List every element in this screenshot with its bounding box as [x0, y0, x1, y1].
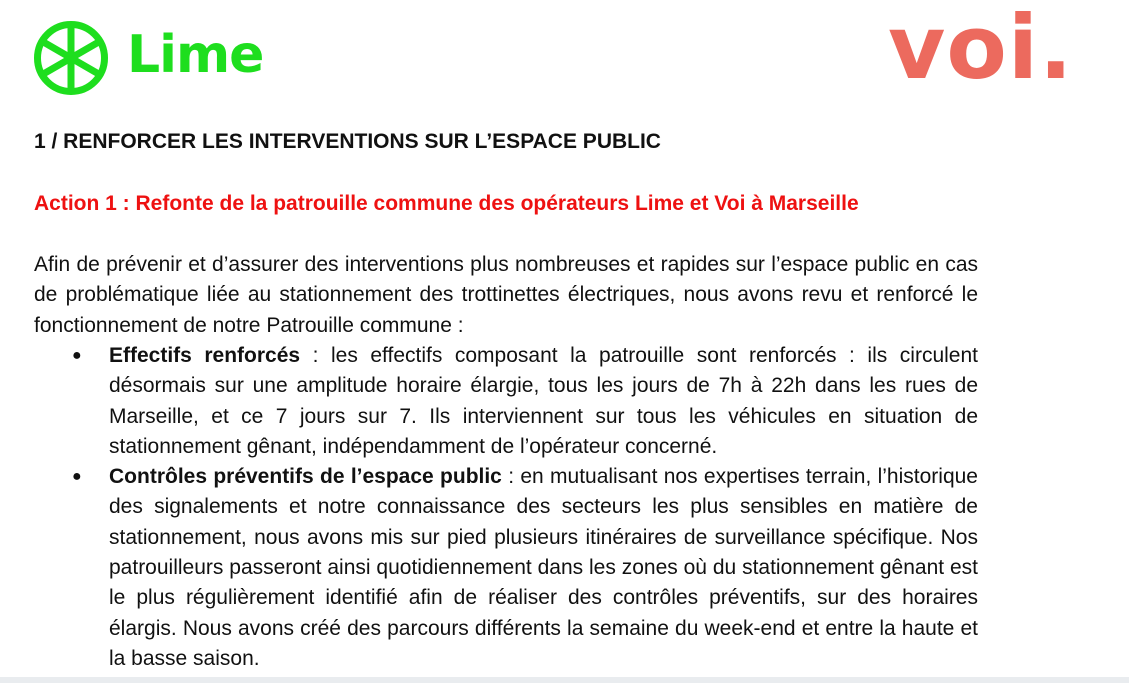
- lime-wordmark: Lime: [127, 25, 264, 85]
- list-item: [34, 341, 978, 462]
- bullet-term: Effectifs renforcés: [109, 344, 301, 367]
- action-title: Action 1 : Refonte de la patrouille commune des opérateurs Lime et Voi à Marseille: [34, 192, 859, 215]
- bullet-text: : en mutualisant nos expertises terrain, l’historique des signalements et notre connaissance des secteurs les plus sensibles en matière de stationnement, nous avons mis sur pied plusieurs itinéraires de surveillance spécifique. Nos patrouilleurs passeront ainsi quotidiennement dans les zones où du stationnement gênant est le plus régulièrement identifié afin de réaliser des contrôles préventifs, sur des horaires élargis. Nous avons créé des parcours différents la semaine du week-end et entre la haute et la basse saison.: [109, 465, 978, 670]
- bullet-term: Contrôles préventifs de l’espace public: [109, 465, 502, 489]
- section-title: 1 / RENFORCER LES INTERVENTIONS SUR L’ESPACE PUBLIC: [34, 130, 661, 153]
- lime-wheel-icon: [33, 20, 109, 96]
- page-bottom-edge: [0, 677, 1129, 683]
- bullet-marker: ●: [72, 468, 82, 486]
- voi-wordmark: voi.: [888, 0, 1074, 99]
- intro-paragraph: Afin de prévenir et d’assurer des interventions plus nombreuses et rapides sur l’espace public en cas de problématique liée au stationnement des trottinettes électriques, nous avons revu et renforcé le fonctionnement de notre Patrouille commune :: [34, 253, 978, 337]
- bullet-marker: ●: [72, 347, 82, 364]
- list-item: [34, 462, 978, 674]
- bullet-text: : les effectifs composant la patrouille sont renforcés : ils circulent désormais sur une amplitude horaire élargie, tous les jours de 7h à 22h dans les rues de Marseille, et ce 7 jours sur 7. Ils interviennent sur tous les véhicules en situation de stationnement gênant, indépendamment de l’opérateur concerné.: [109, 344, 978, 458]
- bullet-list: [34, 341, 978, 674]
- lime-logo: [33, 19, 263, 97]
